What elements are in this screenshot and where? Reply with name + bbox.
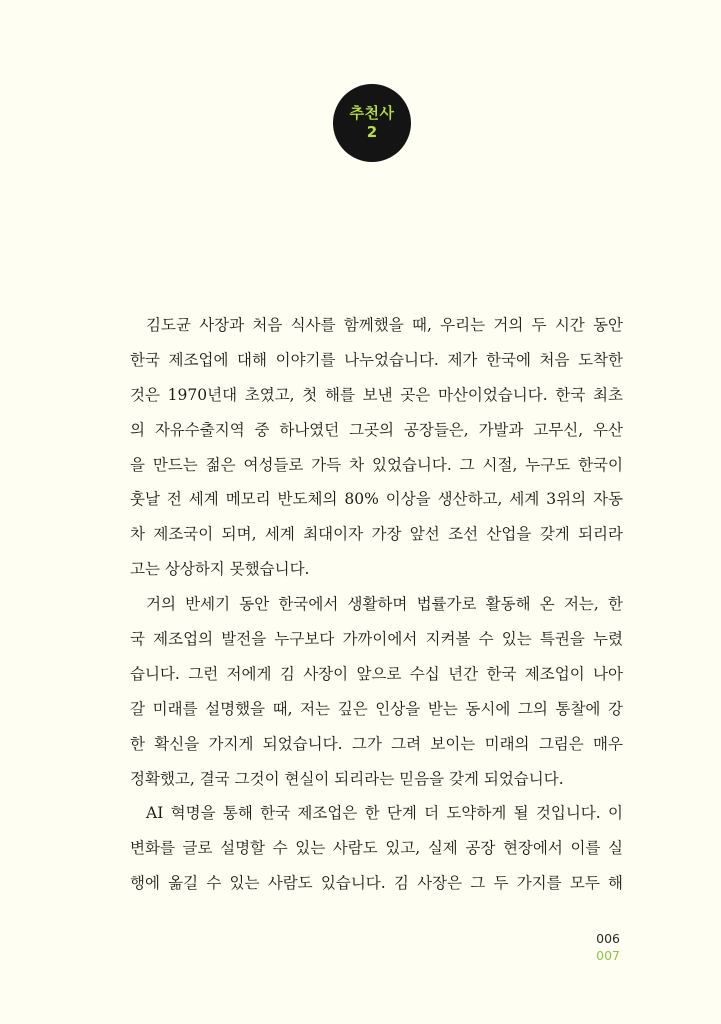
badge-number: 2 — [366, 123, 378, 141]
text-line: 김도균 사장과 처음 식사를 함께했을 때, 우리는 거의 두 시간 동안 — [146, 316, 623, 334]
text-line: 훗날 전 세계 메모리 반도체의 80% 이상을 생산하고, 세계 3위의 자동 — [130, 490, 623, 509]
page-number-current: 006 — [596, 931, 620, 946]
text-line: 한국 제조업에 대해 이야기를 나누었습니다. 제가 한국에 처음 도착한 — [130, 350, 623, 369]
page-number-next: 007 — [596, 948, 620, 963]
text-line: 국 제조업의 발전을 누구보다 가까이에서 지켜볼 수 있는 특권을 누렸 — [130, 630, 623, 649]
badge-label: 추천사 — [349, 104, 395, 123]
text-line: 의 자유수출지역 중 하나였던 그곳의 공장들은, 가발과 고무신, 우산 — [130, 420, 623, 439]
text-line: 습니다. 그런 저에게 김 사장이 앞으로 수십 년간 한국 제조업이 나아 — [130, 664, 623, 683]
text-line: 갈 미래를 설명했을 때, 저는 깊은 인상을 받는 동시에 그의 통찰에 강 — [130, 699, 623, 718]
text-line: 행에 옮길 수 있는 사람도 있습니다. 김 사장은 그 두 가지를 모두 해 — [130, 874, 623, 893]
text-line: 차 제조국이 되며, 세계 최대이자 가장 앞선 조선 산업을 갖게 되리라 — [130, 525, 623, 544]
text-line: 정확했고, 결국 그것이 현실이 되리라는 믿음을 갖게 되었습니다. — [130, 769, 564, 788]
recommendation-badge — [333, 84, 411, 162]
body-text — [130, 308, 623, 901]
text-line: 한 확신을 가지게 되었습니다. 그가 그려 보이는 미래의 그림은 매우 — [130, 734, 623, 753]
text-line: 고는 상상하지 못했습니다. — [130, 560, 310, 579]
text-line: 것은 1970년대 초였고, 첫 해를 보낸 곳은 마산이었습니다. 한국 최초 — [130, 385, 623, 404]
text-line: 을 만드는 젊은 여성들로 가득 차 있었습니다. 그 시절, 누구도 한국이 — [130, 455, 623, 474]
text-line: 거의 반세기 동안 한국에서 생활하며 법률가로 활동해 온 저는, 한 — [146, 595, 623, 614]
page-numbers — [596, 930, 620, 964]
text-line: AI 혁명을 통해 한국 제조업은 한 단계 더 도약하게 될 것입니다. 이 — [146, 804, 623, 823]
text-line: 변화를 글로 설명할 수 있는 사람도 있고, 실제 공장 현장에서 이를 실 — [130, 839, 623, 858]
